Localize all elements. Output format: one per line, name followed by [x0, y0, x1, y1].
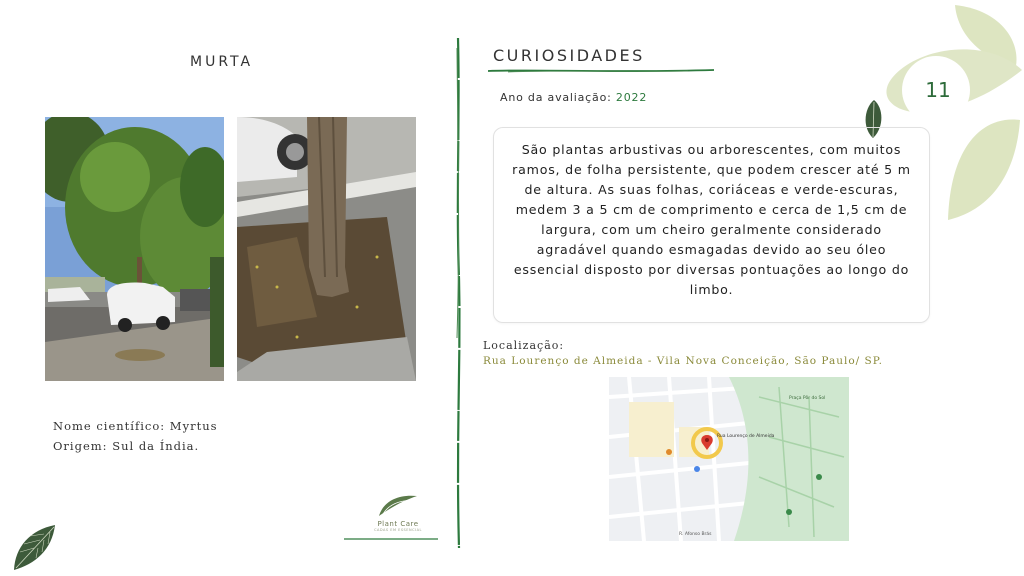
curiosities-box	[493, 127, 930, 323]
map-label-street: Rua Lourenço de Almeida	[717, 434, 775, 439]
leaf-icon	[10, 522, 60, 572]
curiosities-text: São plantas arbustivas ou arborescentes, com muitos ramos, de folha persistente, que podem crescer até 5 m de altura. As suas folhas, coriáceas e verde-escuras, medem 3 a 5 cm de comprimento e cerca de 1,5 cm de largura, com um cheiro geralmente considerado agradável quando esmagadas devido ao seu óleo essencial disposto por diversas pontuações ao longo do limbo.	[512, 142, 911, 297]
vertical-divider	[452, 38, 464, 548]
logo-name: Plant Care	[377, 520, 419, 528]
plant-care-logo	[366, 492, 430, 532]
year-label: Ano da avaliação:	[500, 91, 612, 104]
map-label-park: Praça Pôr do Sol	[789, 396, 826, 401]
fern-logo-icon	[375, 492, 421, 518]
section-title: CURIOSIDADES	[493, 46, 645, 65]
plant-title: MURTA	[190, 54, 254, 70]
origin: Origem: Sul da Índia.	[53, 439, 200, 453]
location-address: Rua Lourenço de Almeida - Vila Nova Conceição, São Paulo/ SP.	[483, 355, 884, 367]
page-number: 11	[925, 78, 951, 102]
logo-underline	[344, 538, 438, 540]
scientific-name: Nome científico: Myrtus	[53, 419, 218, 433]
map-label-street-b: R. Afonso Brás	[679, 532, 712, 537]
tree-photo	[45, 117, 224, 381]
section-underline	[488, 68, 714, 74]
logo-subtitle: CADAS EM ESSENCIAL	[374, 528, 422, 532]
location-map	[609, 377, 849, 541]
year-value: 2022	[615, 91, 648, 104]
trunk-base-photo	[237, 117, 416, 381]
evaluation-year	[500, 91, 647, 104]
location-label: Localização:	[483, 339, 565, 352]
